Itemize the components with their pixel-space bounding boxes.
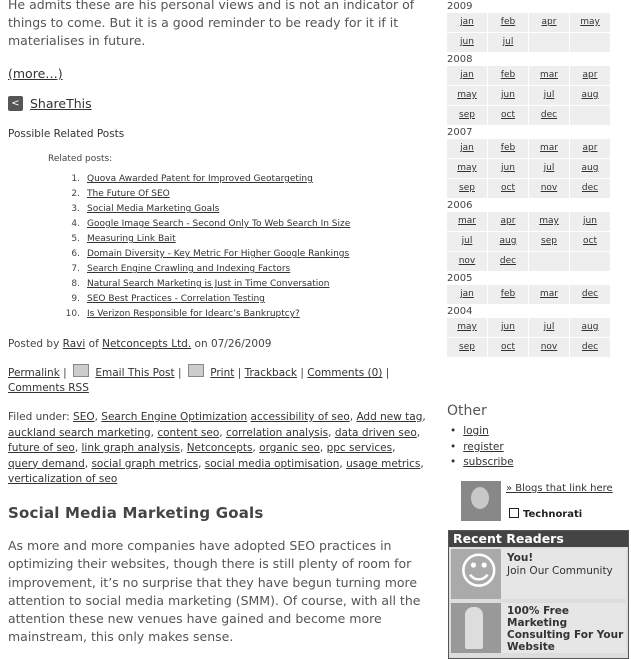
- archive-month-cell: [570, 232, 611, 252]
- archive-month-cell: [488, 338, 529, 358]
- archive-empty-cell: [570, 252, 611, 272]
- archive-month-cell: [447, 106, 488, 126]
- archive-month-cell: [570, 159, 611, 179]
- archive-month-link[interactable]: jan: [460, 289, 474, 299]
- other-item: [450, 440, 514, 456]
- separator: |: [237, 367, 242, 379]
- archive-month-cell: [529, 86, 570, 106]
- archive-month-cell: [570, 13, 611, 33]
- archive-month-link[interactable]: may: [580, 17, 600, 27]
- related-post-number: 6.: [71, 249, 80, 259]
- archive-month-link[interactable]: apr: [500, 216, 516, 226]
- archive-month-link[interactable]: apr: [541, 17, 557, 27]
- archive-month-cell: [570, 338, 611, 358]
- archive-empty-cell: [570, 106, 611, 126]
- technorati-label: Technorati: [523, 509, 583, 520]
- archive-month-cell: [488, 33, 529, 53]
- post-meta: [8, 338, 271, 350]
- archive-month-link[interactable]: oct: [501, 342, 515, 352]
- archive-month-cell: [529, 106, 570, 126]
- archive-empty-cell: [570, 33, 611, 53]
- author-link[interactable]: Ravi: [62, 338, 86, 350]
- archive-month-cell: [447, 285, 488, 305]
- archive-month-link[interactable]: feb: [500, 289, 516, 299]
- other-item: [450, 424, 514, 440]
- archive-year: 2004: [447, 306, 473, 317]
- comments-rss-link[interactable]: Comments RSS: [8, 382, 89, 394]
- post-actions: [8, 364, 433, 396]
- archive-month-cell: [447, 86, 488, 106]
- related-post-number: 10.: [65, 309, 80, 319]
- related-post-number: 2.: [71, 189, 80, 199]
- archive-month-link[interactable]: feb: [500, 70, 516, 80]
- related-post-item: [60, 247, 350, 262]
- archive-year: 2007: [447, 127, 473, 138]
- archive-month-cell: [570, 86, 611, 106]
- filed-under-label: Filed under:: [8, 411, 70, 423]
- technorati-logo[interactable]: [509, 508, 582, 520]
- archive-month-grid: [447, 285, 617, 305]
- related-post-item: [60, 262, 350, 277]
- free-consulting-row[interactable]: [451, 603, 626, 653]
- tag-link[interactable]: link graph analysis: [81, 442, 181, 454]
- archive-month-cell: [488, 285, 529, 305]
- archive-month-cell: [447, 252, 488, 272]
- archive-year: 2006: [447, 200, 473, 211]
- archive-month-link[interactable]: sep: [459, 110, 475, 120]
- archive-month-link[interactable]: nov: [540, 342, 558, 352]
- related-posts-list: [60, 172, 350, 322]
- other-links: [450, 424, 514, 471]
- blogs-link-here[interactable]: » Blogs that link here: [506, 483, 613, 494]
- join-community-label: Join Our Community: [507, 565, 613, 577]
- other-item: [450, 455, 514, 471]
- recent-readers-title: Recent Readers: [449, 531, 628, 547]
- register-link[interactable]: register: [463, 440, 504, 453]
- archive-month-link[interactable]: jul: [461, 236, 473, 246]
- archive-month-link[interactable]: dec: [581, 183, 599, 193]
- related-post-link[interactable]: Measuring Link Bait: [87, 234, 176, 244]
- archive-month-cell: [447, 13, 488, 33]
- related-post-number: 9.: [71, 294, 80, 304]
- technorati-icon: [509, 508, 519, 518]
- related-post-link[interactable]: Google Image Search - Second Only To Web Search In Size: [87, 219, 351, 229]
- related-post-link[interactable]: SEO Best Practices - Correlation Testing: [87, 294, 265, 304]
- related-post-item: [60, 292, 350, 307]
- archive-month-link[interactable]: apr: [582, 70, 598, 80]
- archive-month-cell: [488, 179, 529, 199]
- archive-sidebar: [447, 0, 617, 358]
- archive-month-cell: [529, 159, 570, 179]
- share-this[interactable]: [8, 96, 92, 111]
- related-post-link[interactable]: Natural Search Marketing is Just in Time Conversation: [87, 279, 330, 289]
- join-community-row[interactable]: [451, 549, 626, 599]
- archive-month-link[interactable]: apr: [582, 143, 598, 153]
- post-date: on 07/26/2009: [194, 338, 272, 350]
- related-post-link[interactable]: The Future Of SEO: [87, 189, 170, 199]
- archive-month-link[interactable]: aug: [581, 90, 599, 100]
- related-post-link[interactable]: Social Media Marketing Goals: [87, 204, 220, 214]
- read-more-link[interactable]: (more…): [8, 66, 63, 81]
- archive-month-link[interactable]: sep: [459, 342, 475, 352]
- related-post-link[interactable]: Domain Diversity - Key Metric For Higher Google Rankings: [87, 249, 350, 259]
- other-heading: Other: [447, 403, 487, 419]
- archive-month-link[interactable]: aug: [581, 322, 599, 332]
- separator: |: [385, 367, 390, 379]
- intro-paragraph: He admits these are his personal views and is not an indicator of things to come. But it is a good reminder to be ready for it if it materialises in future.: [8, 0, 415, 48]
- login-link[interactable]: login: [463, 425, 489, 437]
- separator: |: [63, 367, 67, 379]
- archive-month-link[interactable]: may: [457, 90, 477, 100]
- permalink-link[interactable]: Permalink: [8, 367, 60, 379]
- tag-link[interactable]: social graph metrics: [91, 457, 199, 470]
- archive-month-link[interactable]: jun: [501, 322, 515, 332]
- archive-month-link[interactable]: mar: [540, 70, 558, 80]
- email-post-link[interactable]: Email This Post: [95, 367, 175, 379]
- tag-link[interactable]: data driven seo: [334, 426, 417, 439]
- comments-link[interactable]: Comments (0): [307, 367, 383, 379]
- archive-month-link[interactable]: jul: [543, 163, 555, 173]
- archive-month-cell: [488, 318, 529, 338]
- archive-month-link[interactable]: jul: [502, 37, 514, 47]
- archive-month-cell: [488, 139, 529, 159]
- archive-month-link[interactable]: jun: [501, 90, 515, 100]
- related-post-number: 7.: [71, 264, 80, 274]
- free-consulting-label: 100% Free Marketing Consulting For Your Website: [507, 605, 624, 653]
- subscribe-link[interactable]: subscribe: [463, 456, 514, 468]
- archive-month-link[interactable]: sep: [459, 183, 475, 193]
- archive-month-link[interactable]: jul: [543, 90, 555, 100]
- related-post-item: [60, 172, 350, 187]
- tag-link[interactable]: Netconcepts: [186, 442, 253, 454]
- archive-month-link[interactable]: nov: [458, 256, 476, 266]
- tag-link[interactable]: future of seo: [8, 442, 75, 454]
- posted-by-label: Posted by: [8, 338, 60, 350]
- related-post-number: 4.: [71, 219, 80, 229]
- related-post-item: [60, 187, 350, 202]
- archive-month-cell: [488, 252, 529, 272]
- recent-readers-widget: [448, 530, 629, 659]
- tag-link[interactable]: correlation analysis: [225, 426, 329, 439]
- archive-month-link[interactable]: mar: [540, 143, 558, 153]
- archive-month-cell: [529, 232, 570, 252]
- archive-month-link[interactable]: oct: [501, 183, 515, 193]
- archive-month-cell: [447, 139, 488, 159]
- related-post-number: 1.: [71, 174, 80, 184]
- archive-month-cell: [529, 285, 570, 305]
- reader-photo: [451, 603, 501, 653]
- tag-link[interactable]: Add new tag: [356, 411, 423, 423]
- archive-month-cell: [488, 212, 529, 232]
- archive-empty-cell: [529, 33, 570, 53]
- archive-month-cell: [447, 66, 488, 86]
- tag-link[interactable]: auckland search marketing: [8, 426, 151, 439]
- archive-month-cell: [570, 179, 611, 199]
- archive-month-link[interactable]: feb: [500, 17, 516, 27]
- share-icon: <: [8, 96, 23, 111]
- archive-month-link[interactable]: oct: [583, 236, 597, 246]
- related-post-item: [60, 232, 350, 247]
- related-post-link[interactable]: Quova Awarded Patent for Improved Geotargeting: [87, 174, 313, 184]
- archive-month-cell: [570, 318, 611, 338]
- related-post-link[interactable]: Search Engine Crawling and Indexing Factors: [87, 264, 291, 274]
- separator: |: [177, 367, 182, 379]
- related-post-link[interactable]: Is Verizon Responsible for Idearc’s Bankruptcy?: [87, 309, 300, 319]
- archive-month-cell: [570, 139, 611, 159]
- archive-month-link[interactable]: nov: [540, 183, 558, 193]
- tag-link[interactable]: Search Engine Optimization: [101, 411, 248, 423]
- archive-month-cell: [488, 159, 529, 179]
- archive-month-cell: [529, 13, 570, 33]
- related-posts-label: Related posts:: [48, 154, 113, 164]
- archive-month-cell: [488, 66, 529, 86]
- archive-month-link[interactable]: may: [539, 216, 559, 226]
- tag-link[interactable]: content seo: [157, 426, 220, 439]
- technorati-widget: [461, 481, 621, 523]
- archive-month-link[interactable]: feb: [500, 143, 516, 153]
- archive-month-link[interactable]: dec: [581, 342, 599, 352]
- tag-link[interactable]: organic seo: [259, 442, 320, 454]
- archive-month-cell: [570, 66, 611, 86]
- archive-month-link[interactable]: sep: [541, 236, 557, 246]
- archive-month-link[interactable]: mar: [540, 289, 558, 299]
- archive-month-link[interactable]: dec: [581, 289, 599, 299]
- archive-month-link[interactable]: dec: [499, 256, 517, 266]
- filed-under: Filed under: SEO, Search Engine Optimization accessibility of seo, Add new tag, auckland search marketing, content seo, correlation analysis, data driven seo, future of seo, link graph analysis, Netconcepts, organic seo, ppc services, query demand, social graph metrics, social media optimisation, usage metrics, verticalization of seo: [8, 411, 426, 485]
- trackback-link[interactable]: Trackback: [244, 367, 298, 379]
- archive-month-grid: [447, 318, 617, 358]
- archive-year: 2008: [447, 54, 473, 65]
- archive-month-link[interactable]: may: [457, 322, 477, 332]
- archive-month-link[interactable]: jul: [543, 322, 555, 332]
- related-post-number: 8.: [71, 279, 80, 289]
- archive-month-link[interactable]: aug: [581, 163, 599, 173]
- share-this-link[interactable]: ShareThis: [30, 96, 92, 111]
- tag-link[interactable]: accessibility of seo: [250, 411, 350, 423]
- archive-month-link[interactable]: jan: [460, 143, 474, 153]
- archive-year: 2009: [447, 1, 473, 12]
- archive-month-link[interactable]: jan: [460, 70, 474, 80]
- archive-month-cell: [529, 338, 570, 358]
- related-post-item: [60, 202, 350, 217]
- archive-month-link[interactable]: oct: [501, 110, 515, 120]
- archive-month-link[interactable]: jun: [460, 37, 474, 47]
- related-post-item: [60, 217, 350, 232]
- author-avatar: [461, 481, 501, 521]
- of-label: of: [88, 338, 99, 350]
- archive-month-grid: [447, 13, 617, 53]
- archive-month-grid: [447, 212, 617, 272]
- archive-month-cell: [529, 212, 570, 232]
- archive-year: 2005: [447, 273, 473, 284]
- archive-month-cell: [488, 86, 529, 106]
- archive-month-cell: [529, 139, 570, 159]
- tag-link[interactable]: SEO: [73, 411, 95, 423]
- archive-month-cell: [447, 33, 488, 53]
- related-post-item: [60, 307, 350, 322]
- archive-month-cell: [447, 179, 488, 199]
- archive-month-cell: [570, 285, 611, 305]
- post-body: As more and more companies have adopted SEO practices in optimizing their websites, though there is still plenty of room for improvement, it’s no surprise that they have begun turning more attention to social media marketing (SMM). Of course, with all the attention these new venues have gained and become more mainstream, this only makes sense.: [8, 538, 421, 645]
- archive-month-link[interactable]: dec: [540, 110, 558, 120]
- you-label: You!: [507, 552, 534, 564]
- archive-month-link[interactable]: jun: [501, 163, 515, 173]
- archive-month-cell: [488, 232, 529, 252]
- archive-month-link[interactable]: jan: [460, 17, 474, 27]
- printer-icon: [188, 364, 204, 377]
- archive-month-cell: [529, 318, 570, 338]
- archive-month-cell: [447, 318, 488, 338]
- archive-month-link[interactable]: aug: [499, 236, 517, 246]
- archive-month-cell: [529, 66, 570, 86]
- related-posts-title: Possible Related Posts: [8, 128, 125, 140]
- archive-month-cell: [447, 338, 488, 358]
- archive-month-link[interactable]: may: [457, 163, 477, 173]
- tag-link[interactable]: ppc services: [326, 442, 393, 454]
- tag-link[interactable]: query demand: [8, 457, 85, 470]
- post-title[interactable]: Social Media Marketing Goals: [8, 504, 264, 522]
- print-link[interactable]: Print: [210, 367, 235, 379]
- separator: |: [300, 367, 304, 379]
- smiley-avatar-icon: [451, 549, 501, 599]
- archive-month-grid: [447, 66, 617, 126]
- archive-month-link[interactable]: jun: [583, 216, 597, 226]
- archive-month-cell: [447, 232, 488, 252]
- tag-link[interactable]: usage metrics: [346, 457, 421, 470]
- archive-month-cell: [570, 212, 611, 232]
- related-post-number: 3.: [71, 204, 80, 214]
- join-text: [507, 552, 613, 578]
- email-icon: [73, 364, 89, 377]
- archive-month-cell: [529, 179, 570, 199]
- archive-month-link[interactable]: mar: [458, 216, 476, 226]
- archive-month-cell: [447, 212, 488, 232]
- archive-month-cell: [488, 13, 529, 33]
- archive-month-grid: [447, 139, 617, 199]
- tag-link[interactable]: social media optimisation: [204, 457, 340, 470]
- tag-link[interactable]: verticalization of seo: [8, 473, 118, 485]
- archive-empty-cell: [529, 252, 570, 272]
- archive-month-cell: [447, 159, 488, 179]
- archive-month-cell: [488, 106, 529, 126]
- related-post-item: [60, 277, 350, 292]
- company-link[interactable]: Netconcepts Ltd.: [102, 338, 192, 350]
- related-post-number: 5.: [71, 234, 80, 244]
